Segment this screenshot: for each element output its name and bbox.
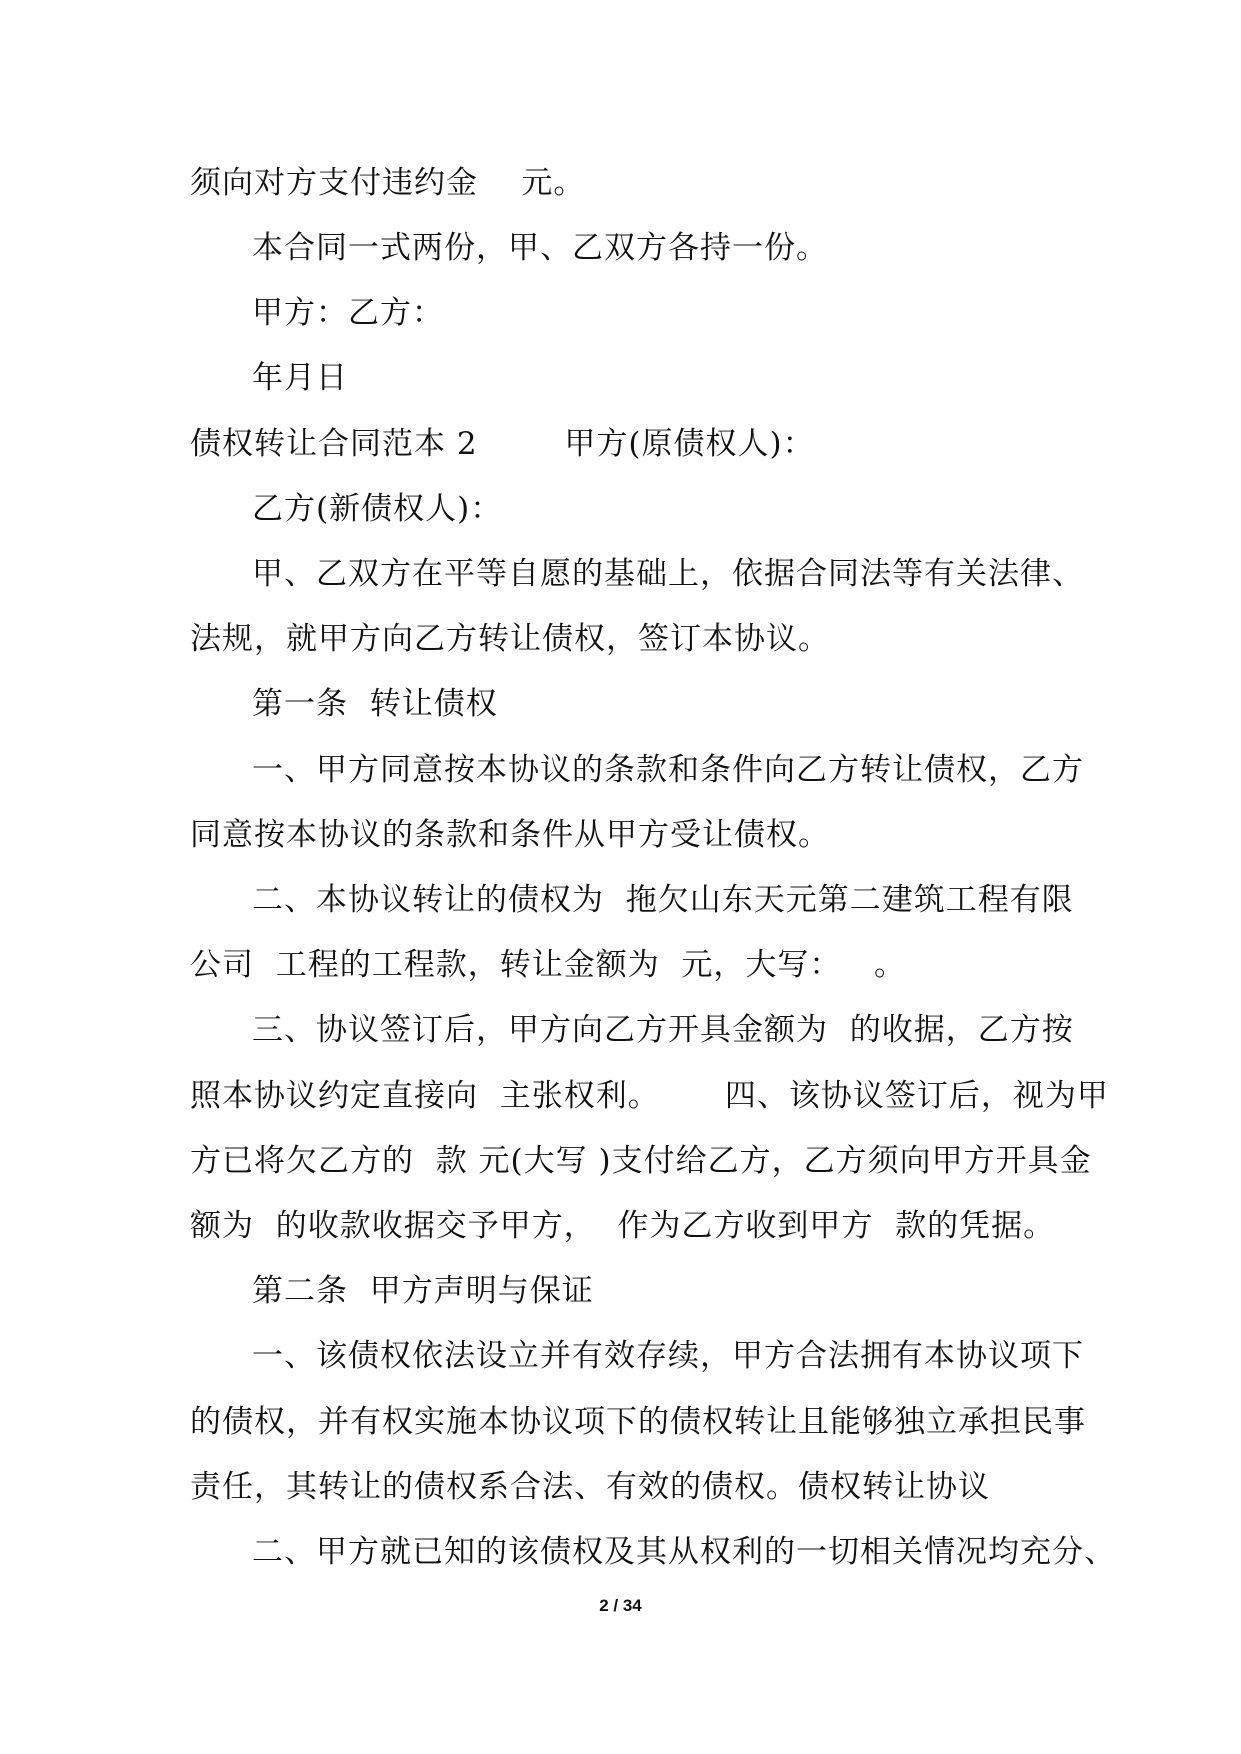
text-line: 公司 工程的工程款，转让金额为 元，大写： 。 bbox=[190, 947, 906, 983]
text-line: 同意按本协议的条款和条件从甲方受让债权。 bbox=[190, 817, 830, 853]
article-heading: 第一条 转让债权 bbox=[252, 686, 498, 722]
article-heading: 第二条 甲方声明与保证 bbox=[252, 1273, 594, 1309]
text-line: 本合同一式两份，甲、乙双方各持一份。 bbox=[252, 230, 828, 266]
text-line: 乙方(新债权人)： bbox=[252, 491, 503, 527]
text-line: 法规，就甲方向乙方转让债权，签订本协议。 bbox=[190, 621, 830, 657]
text-line: 责任，其转让的债权系合法、有效的债权。债权转让协议 bbox=[190, 1469, 990, 1505]
section-heading: 债权转让合同范本 2 甲方(原债权人)： bbox=[190, 426, 815, 462]
text-line: 二、甲方就已知的该债权及其从权利的一切相关情况均充分、 bbox=[252, 1534, 1116, 1570]
text-line: 一、甲方同意按本协议的条款和条件向乙方转让债权，乙方 bbox=[252, 752, 1084, 788]
text-line: 甲、乙双方在平等自愿的基础上，依据合同法等有关法律、 bbox=[252, 556, 1084, 592]
page-number: 2 / 34 bbox=[599, 1596, 642, 1615]
text-line: 方已将欠乙方的 款 元(大写 )支付给乙方，乙方须向甲方开具金 bbox=[190, 1143, 1092, 1179]
text-line: 年月日 bbox=[252, 360, 348, 396]
text-line: 的债权，并有权实施本协议项下的债权转让且能够独立承担民事 bbox=[190, 1404, 1086, 1440]
text-line: 额为 的收款收据交予甲方， 作为乙方收到甲方 款的凭据。 bbox=[190, 1208, 1056, 1244]
text-line: 甲方：乙方： bbox=[252, 295, 444, 331]
text-line: 三、协议签订后，甲方向乙方开具金额为 的收据，乙方按 bbox=[252, 1012, 1074, 1048]
text-line: 照本协议约定直接向 主张权利。 四、该协议签订后，视为甲 bbox=[190, 1078, 1109, 1114]
text-line: 一、该债权依法设立并有效存续，甲方合法拥有本协议项下 bbox=[252, 1338, 1084, 1374]
text-line: 二、本协议转让的债权为 拖欠山东天元第二建筑工程有限 bbox=[252, 882, 1074, 918]
text-line: 须向对方支付违约金 元。 bbox=[190, 165, 586, 201]
